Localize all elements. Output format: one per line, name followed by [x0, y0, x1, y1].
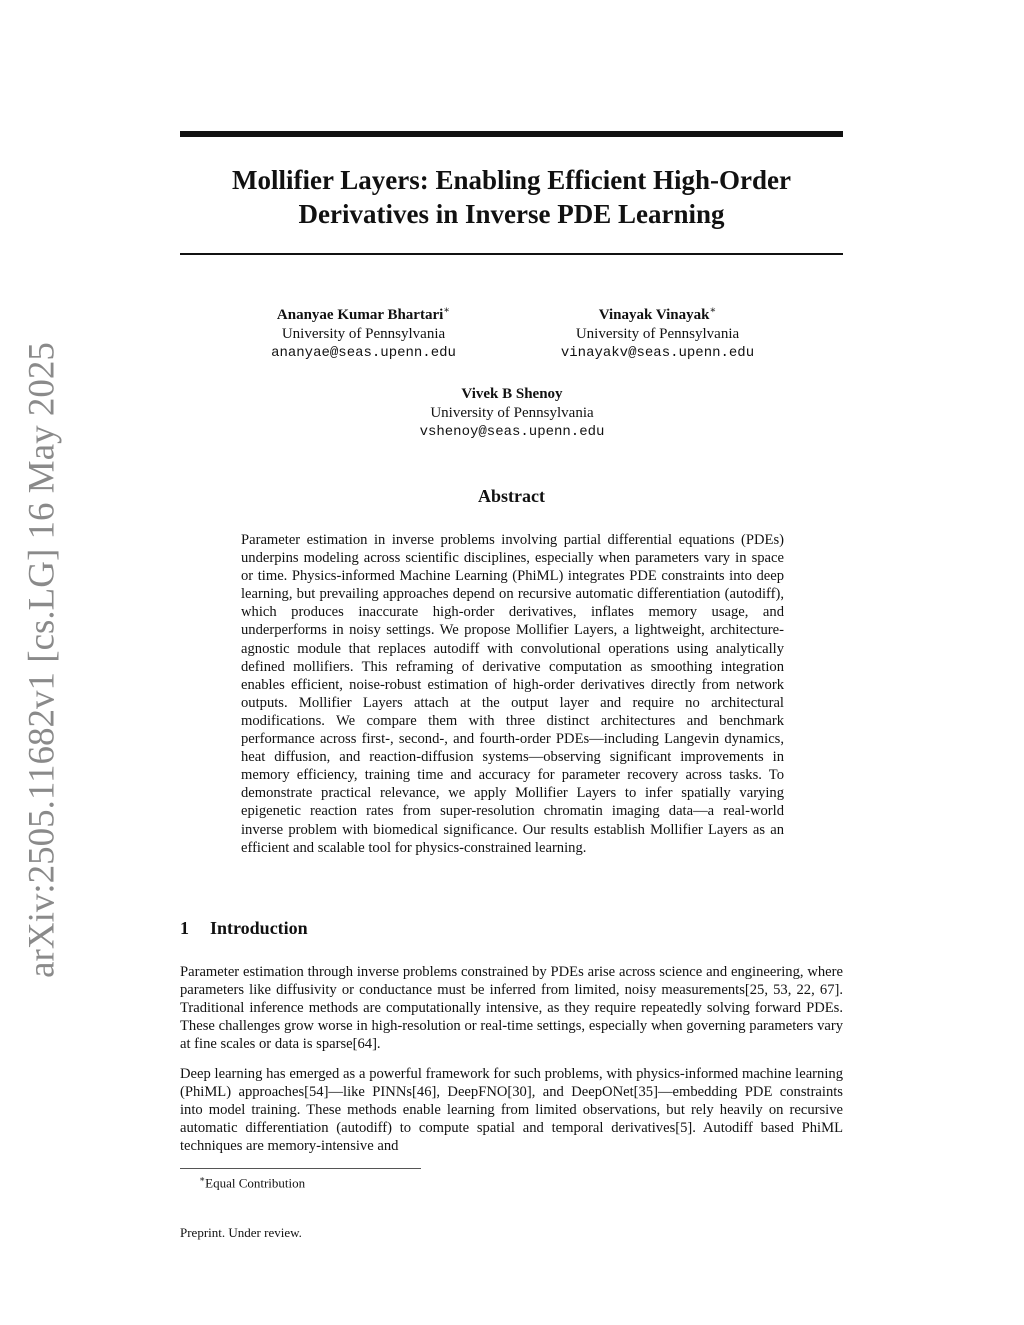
preprint-notice: Preprint. Under review.	[180, 1225, 302, 1240]
author-block-3	[392, 385, 632, 442]
author-email[interactable]: vshenoy@seas.upenn.edu	[419, 424, 605, 440]
section-title: Introduction	[210, 918, 308, 938]
abstract-heading: Abstract	[478, 486, 545, 506]
paper-title-line-1: Mollifier Layers: Enabling Efficient High-Order	[232, 165, 791, 195]
section-heading-introduction	[180, 918, 580, 939]
paper-title	[180, 163, 843, 231]
contribution-mark: ∗	[443, 305, 451, 316]
author-email[interactable]: ananyae@seas.upenn.edu	[271, 345, 456, 361]
footnote-text: Equal Contribution	[205, 1175, 306, 1191]
author-block-1	[246, 301, 481, 363]
author-affiliation: University of Pennsylvania	[281, 326, 446, 342]
author-email[interactable]: vinayakv@seas.upenn.edu	[560, 345, 755, 361]
arxiv-identifier: arXiv:2505.11682v1 [cs.LG] 16 May 2025	[21, 342, 63, 978]
author-affiliation: University of Pennsylvania	[575, 326, 740, 342]
title-top-rule	[180, 131, 843, 137]
author-affiliation: University of Pennsylvania	[430, 405, 594, 421]
paper-title-line-2: Derivatives in Inverse PDE Learning	[298, 199, 725, 229]
footnote-rule	[180, 1168, 421, 1169]
footnote	[199, 1174, 305, 1191]
footnote-mark: ∗	[199, 1174, 206, 1184]
section-number: 1	[180, 918, 189, 938]
author-name: Vinayak Vinayak∗	[598, 305, 717, 323]
intro-paragraph-2: Deep learning has emerged as a powerful framework for such problems, with physics-informed machine learning (PhiML) approaches[54]—like PINNs[46], DeepFNO[30], and DeepONet[35]—embedding PDE constraints into model training. These methods enable learning from limited observations, but rely heavily on recursive automatic differentiation (autodiff) to compute spatial and temporal derivatives[5]. Autodiff based PhiML techniques are memory-intensive and	[180, 1066, 843, 1155]
title-bottom-rule	[180, 253, 843, 255]
intro-paragraph-1: Parameter estimation through inverse problems constrained by PDEs arise across science and engineering, where parameters like diffusivity or conductance must be inferred from limited, noisy measurements[25, 53, 22, 67]. Traditional inference methods are computationally intensive, as they require repeatedly solving forward PDEs. These challenges grow worse in high-resolution or real-time settings, especially when governing parameters vary at fine scales or data is sparse[64].	[180, 964, 843, 1053]
abstract-text: Parameter estimation in inverse problems involving partial differential equations (PDEs) underpins modeling across scientific disciplines, especially when parameters vary in space or time. Physics-informed Machine Learning (PhiML) integrates PDE constraints into deep learning, but prevailing approaches depend on recursive automatic differentiation (autodiff), which produces inaccurate high-order derivatives, inflates memory usage, and underperforms in noisy settings. We propose Mollifier Layers, a lightweight, architecture-agnostic module that replaces autodiff with convolutional operations using analytically defined mollifiers. This reframing of derivative computation as smoothing integration enables efficient, noise-robust estimation of high-order derivatives directly from network outputs. Mollifier Layers attach at the output layer and require no architectural modifications. We compare them with three distinct architectures and benchmark performance across first-, second-, and fourth-order PDEs—including Langevin dynamics, heat diffusion, and reaction-diffusion systems—observing significant improvements in memory efficiency, training time and accuracy for parameter recovery across tasks. To demonstrate practical relevance, we apply Mollifier Layers to infer spatially varying epigenetic reaction rates from super-resolution chromatin imaging data—a real-world inverse problem with biomedical significance. Our results establish Mollifier Layers as an efficient and scalable tool for physics-constrained learning.	[241, 532, 784, 856]
author-name: Ananyae Kumar Bhartari∗	[276, 305, 451, 323]
contribution-mark: ∗	[709, 305, 717, 316]
author-name: Vivek B Shenoy	[461, 386, 563, 402]
author-block-2	[540, 301, 775, 363]
